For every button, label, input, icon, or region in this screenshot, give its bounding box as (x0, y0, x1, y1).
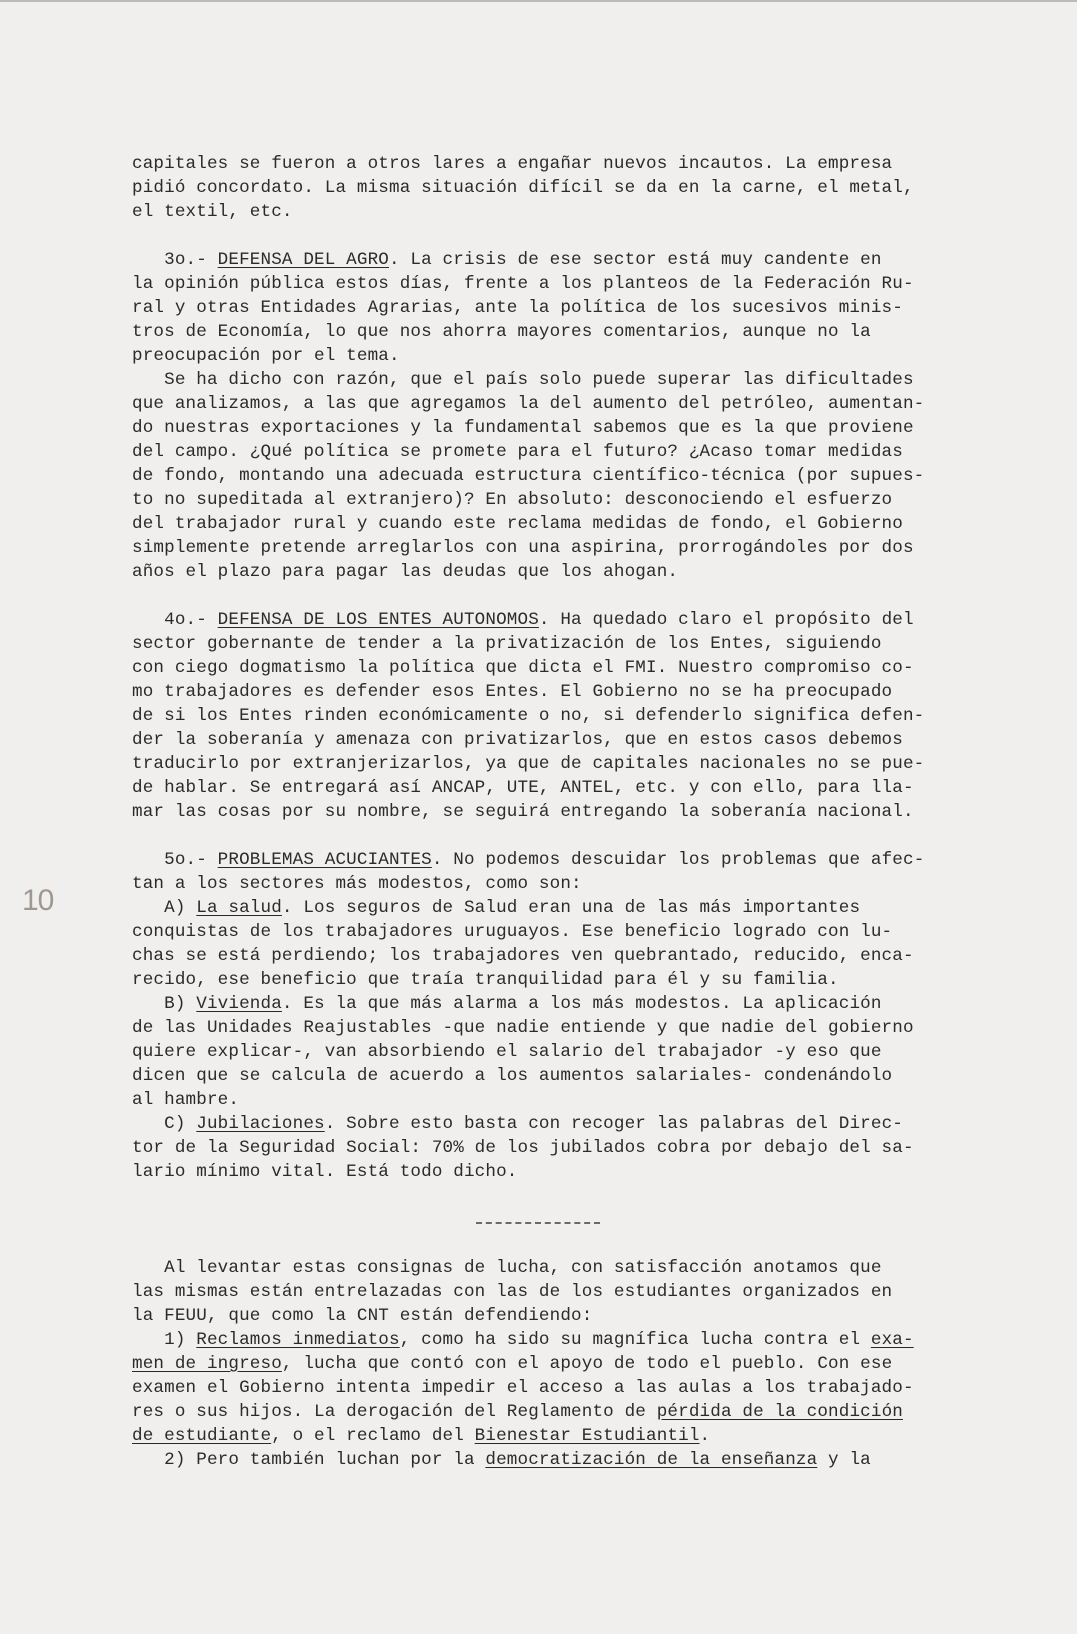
text-line: del trabajador rural y cuando este reclama medidas de fondo, el Gobierno (132, 514, 903, 534)
item-c-title: Jubilaciones (196, 1114, 325, 1134)
text-line: do nuestras exportaciones y la fundamental sabemos que es la que proviene (132, 418, 914, 438)
text-line: res o sus hijos. La derogación del Reglamento de pérdida de la condición (132, 1402, 903, 1422)
item-b-heading-line: B) Vivienda. Es la que más alarma a los más modestos. La aplicación (132, 994, 882, 1014)
item-1-line: 1) Reclamos inmediatos, como ha sido su magnífica lucha contra el exa- (132, 1330, 914, 1350)
text-line: examen el Gobierno intenta impedir el acceso a las aulas a los trabajado- (132, 1378, 914, 1398)
underlined-phrase: pérdida de la condición (656, 1402, 903, 1422)
text-line: con ciego dogmatismo la política que dicta el FMI. Nuestro compromiso co- (132, 658, 914, 678)
section-3-title: DEFENSA DEL AGRO (217, 250, 389, 270)
item-c-heading-line: C) Jubilaciones. Sobre esto basta con recoger las palabras del Direc- (132, 1114, 903, 1134)
text-line: Se ha dicho con razón, que el país solo puede superar las dificultades (132, 370, 914, 390)
section-5-heading-line: 5o.- PROBLEMAS ACUCIANTES. No podemos descuidar los problemas que afec- (132, 850, 925, 870)
text-line: men de ingreso, lucha que contó con el apoyo de todo el pueblo. Con ese (132, 1354, 893, 1374)
underlined-phrase: men de ingreso (132, 1354, 282, 1374)
text-line: de hablar. Se entregará así ANCAP, UTE, ANTEL, etc. y con ello, para lla- (132, 778, 914, 798)
underlined-phrase: exa- (870, 1330, 914, 1350)
item-2-line: 2) Pero también luchan por la democratización de la enseñanza y la (132, 1450, 871, 1470)
text-line: al hambre. (132, 1090, 240, 1110)
item-a-title: La salud (196, 898, 282, 918)
text-line: que analizamos, a las que agregamos la del aumento del petróleo, aumentan- (132, 394, 925, 414)
text-line: to no supeditada al extranjero)? En absoluto: desconociendo el esfuerzo (132, 490, 893, 510)
text-line: años el plazo para pagar las deudas que los ahogan. (132, 562, 679, 582)
text-line: tros de Economía, lo que nos ahorra mayores comentarios, aunque no la (132, 322, 871, 342)
text-line: del campo. ¿Qué política se promete para el futuro? ¿Acaso tomar medidas (132, 442, 903, 462)
text-line: Al levantar estas consignas de lucha, con satisfacción anotamos que (132, 1258, 882, 1278)
text-line: der la soberanía y amenaza con privatizarlos, que en estos casos debemos (132, 730, 903, 750)
page-top-edge (0, 0, 1077, 2)
document-body (132, 152, 1022, 1472)
section-separator (476, 1222, 600, 1224)
page-number: 10 (22, 884, 54, 917)
text-line: quiere explicar-, van absorbiendo el salario del trabajador -y eso que (132, 1042, 882, 1062)
text-line: pidió concordato. La misma situación difícil se da en la carne, el metal, (132, 178, 914, 198)
item-a-heading-line: A) La salud. Los seguros de Salud eran una de las más importantes (132, 898, 861, 918)
text-line: traducirlo por extranjerizarlos, ya que de capitales nacionales no se pue- (132, 754, 925, 774)
underlined-phrase: de estudiante (132, 1426, 272, 1446)
text-line: conquistas de los trabajadores uruguayos. Ese beneficio logrado con lu- (132, 922, 893, 942)
text-line: lario mínimo vital. Está todo dicho. (132, 1162, 518, 1182)
text-line: dicen que se calcula de acuerdo a los aumentos salariales- condenándolo (132, 1066, 893, 1086)
text-line: las mismas están entrelazadas con las de los estudiantes organizados en (132, 1282, 893, 1302)
text-line: tor de la Seguridad Social: 70% de los jubilados cobra por debajo del sa- (132, 1138, 914, 1158)
text-line: la opinión pública estos días, frente a los planteos de la Federación Ru- (132, 274, 914, 294)
section-4-heading-line: 4o.- DEFENSA DE LOS ENTES AUTONOMOS. Ha quedado claro el propósito del (132, 610, 914, 630)
text-line: de estudiante, o el reclamo del Bienestar Estudiantil. (132, 1426, 711, 1446)
text-line: de si los Entes rinden económicamente o no, si defenderlo significa defen- (132, 706, 925, 726)
section-3-heading-line: 3o.- DEFENSA DEL AGRO. La crisis de ese sector está muy candente en (132, 250, 882, 270)
underlined-phrase: democratización de la enseñanza (485, 1450, 818, 1470)
text-line: preocupación por el tema. (132, 346, 400, 366)
text-line: mar las cosas por su nombre, se seguirá entregando la soberanía nacional. (132, 802, 914, 822)
section-5-title: PROBLEMAS ACUCIANTES (217, 850, 432, 870)
text-line: el textil, etc. (132, 202, 293, 222)
text-line: la FEUU, que como la CNT están defendiendo: (132, 1306, 593, 1326)
text-line: de las Unidades Reajustables -que nadie entiende y que nadie del gobierno (132, 1018, 914, 1038)
text-line: chas se está perdiendo; los trabajadores ven quebrantado, reducido, enca- (132, 946, 914, 966)
item-b-title: Vivienda (196, 994, 282, 1014)
text-line: recido, ese beneficio que traía tranquilidad para él y su familia. (132, 970, 839, 990)
underlined-phrase: Bienestar Estudiantil (474, 1426, 700, 1446)
text-line: ral y otras Entidades Agrarias, ante la política de los sucesivos minis- (132, 298, 903, 318)
underlined-phrase: Reclamos inmediatos (196, 1330, 400, 1350)
section-4-title: DEFENSA DE LOS ENTES AUTONOMOS (217, 610, 539, 630)
text-line: tan a los sectores más modestos, como son: (132, 874, 582, 894)
text-line: sector gobernante de tender a la privatización de los Entes, siguiendo (132, 634, 882, 654)
text-line: simplemente pretende arreglarlos con una aspirina, prorrogándoles por dos (132, 538, 914, 558)
text-line: de fondo, montando una adecuada estructura científico-técnica (por supues- (132, 466, 925, 486)
text-line: capitales se fueron a otros lares a engañar nuevos incautos. La empresa (132, 154, 893, 174)
text-line: mo trabajadores es defender esos Entes. El Gobierno no se ha preocupado (132, 682, 893, 702)
